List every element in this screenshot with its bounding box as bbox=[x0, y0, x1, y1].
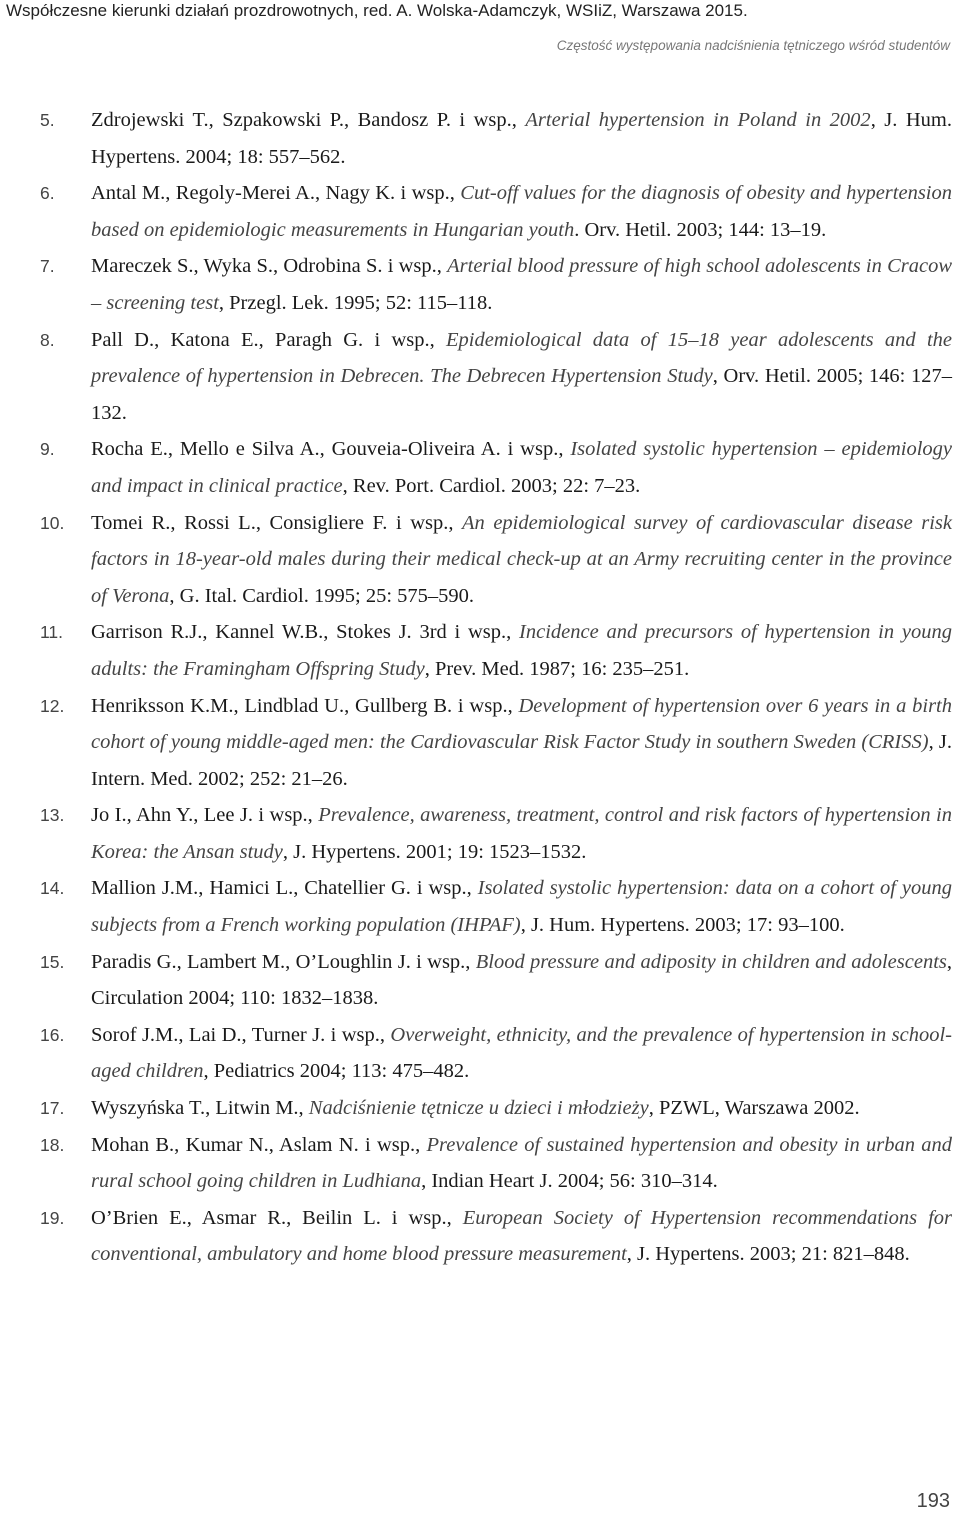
reference-list bbox=[40, 102, 952, 1273]
page-number: 193 bbox=[916, 1490, 950, 1512]
reference-title: Isolated systolic hypertension: data on a cohort of young subjects from a French working population (IHPAF) bbox=[91, 877, 952, 937]
reference-item bbox=[40, 797, 952, 870]
reference-authors: Tomei R., Rossi L., Consigliere F. i wsp., bbox=[91, 511, 463, 534]
reference-number: 11. bbox=[40, 622, 64, 643]
reference-authors: Sorof J.M., Lai D., Turner J. i wsp., bbox=[91, 1023, 391, 1046]
reference-number: 10. bbox=[40, 512, 65, 533]
reference-number: 19. bbox=[40, 1207, 65, 1228]
reference-item bbox=[40, 322, 952, 432]
reference-item bbox=[40, 1017, 952, 1090]
reference-item bbox=[40, 248, 952, 321]
reference-title: Arterial hypertension in Poland in 2002 bbox=[525, 109, 871, 131]
reference-source: , J. Hum. Hypertens. 2004; 18: 557–562. bbox=[91, 109, 952, 168]
reference-source: . Orv. Hetil. 2003; 144: 13–19. bbox=[574, 218, 827, 241]
reference-item bbox=[40, 688, 952, 798]
reference-number: 17. bbox=[40, 1098, 65, 1119]
reference-source: , G. Ital. Cardiol. 1995; 25: 575–590. bbox=[169, 584, 475, 607]
reference-title: Blood pressure and adiposity in children and adolescents bbox=[475, 950, 947, 973]
reference-authors: Paradis G., Lambert M., O’Loughlin J. i wsp., bbox=[91, 950, 476, 973]
reference-number: 8. bbox=[40, 329, 55, 350]
reference-title: Epidemiological data of 15–18 year adolescents and the prevalence of hypertension in Debrecen. The Debrecen Hypertension Study bbox=[91, 328, 952, 388]
reference-source: , Przegl. Lek. 1995; 52: 115–118. bbox=[218, 291, 493, 314]
reference-title: Isolated systolic hypertension – epidemiology and impact in clinical practice bbox=[91, 438, 952, 497]
reference-title: Prevalence of sustained hypertension and obesity in urban and rural school going children in Ludhiana bbox=[91, 1133, 952, 1193]
reference-item bbox=[40, 944, 952, 1017]
reference-source: , J. Hypertens. 2003; 21: 821–848. bbox=[626, 1243, 910, 1266]
reference-source: , Orv. Hetil. 2005; 146: 127–132. bbox=[91, 365, 952, 424]
reference-item bbox=[40, 1200, 952, 1273]
reference-title: Nadciśnienie tętnicze u dzieci i młodzieży bbox=[308, 1097, 649, 1120]
reference-item bbox=[40, 431, 952, 504]
reference-number: 12. bbox=[40, 695, 65, 716]
reference-title: Arterial blood pressure of high school adolescents in Cracow – screening test bbox=[91, 255, 952, 314]
reference-title: Prevalence, awareness, treatment, control and risk factors of hypertension in Korea: the Ansan study bbox=[91, 804, 952, 863]
reference-source: , Rev. Port. Cardiol. 2003; 22: 7–23. bbox=[342, 474, 641, 497]
running-header-title: Współczesne kierunki działań prozdrowotnych, red. A. Wolska-Adamczyk, WSIiZ, Warszawa 2015. bbox=[6, 1, 748, 20]
reference-authors: Pall D., Katona E., Paragh G. i wsp., bbox=[91, 328, 447, 351]
reference-title: Cut-off values for the diagnosis of obesity and hypertension based on epidemiologic measurements in Hungarian youth bbox=[91, 182, 952, 241]
reference-number: 15. bbox=[40, 951, 65, 972]
reference-number: 13. bbox=[40, 805, 65, 826]
reference-source: , Prev. Med. 1987; 16: 235–251. bbox=[424, 657, 690, 680]
reference-source: , Indian Heart J. 2004; 56: 310–314. bbox=[421, 1170, 718, 1193]
reference-title: Development of hypertension over 6 years in a birth cohort of young middle-aged men: the Cardiovascular Risk Factor Study in southern Sweden (CRISS) bbox=[91, 694, 952, 754]
reference-title: An epidemiological survey of cardiovascular disease risk factors in 18-year-old males during their medical check-up at an Army recruiting center in the province of Verona bbox=[91, 511, 952, 607]
reference-number: 14. bbox=[40, 878, 65, 899]
reference-source: , J. Intern. Med. 2002; 252: 21–26. bbox=[91, 731, 952, 790]
reference-authors: Garrison R.J., Kannel W.B., Stokes J. 3rd i wsp., bbox=[91, 621, 520, 644]
reference-authors: Henriksson K.M., Lindblad U., Gullberg B. i wsp., bbox=[91, 694, 519, 717]
reference-title: Overweight, ethnicity, and the prevalence of hypertension in school-aged children bbox=[91, 1023, 952, 1083]
reference-number: 6. bbox=[40, 183, 55, 204]
reference-number: 7. bbox=[40, 256, 55, 277]
reference-item bbox=[40, 870, 952, 943]
reference-item bbox=[40, 505, 952, 615]
reference-item bbox=[40, 102, 952, 175]
reference-number: 5. bbox=[40, 110, 55, 130]
reference-authors: Jo I., Ahn Y., Lee J. i wsp., bbox=[91, 804, 319, 827]
reference-authors: Wyszyńska T., Litwin M., bbox=[91, 1097, 309, 1120]
reference-authors: Rocha E., Mello e Silva A., Gouveia-Oliveira A. i wsp., bbox=[91, 438, 571, 461]
reference-source: , J. Hypertens. 2001; 19: 1523–1532. bbox=[282, 840, 587, 863]
reference-source: , Pediatrics 2004; 113: 475–482. bbox=[203, 1060, 470, 1083]
reference-title: Incidence and precursors of hypertension in young adults: the Framingham Offspring Study bbox=[91, 621, 952, 680]
reference-number: 16. bbox=[40, 1024, 65, 1045]
reference-item bbox=[40, 1127, 952, 1200]
reference-authors: Zdrojewski T., Szpakowski P., Bandosz P. i wsp., bbox=[91, 109, 526, 131]
reference-title: European Society of Hypertension recommendations for conventional, ambulatory and home blood pressure measurement bbox=[91, 1206, 952, 1266]
running-header-subtitle: Częstość występowania nadciśnienia tętniczego wśród studentów bbox=[556, 38, 950, 53]
reference-number: 9. bbox=[40, 439, 55, 460]
reference-authors: O’Brien E., Asmar R., Beilin L. i wsp., bbox=[91, 1206, 463, 1229]
reference-item bbox=[40, 614, 952, 687]
reference-item bbox=[40, 1090, 952, 1127]
reference-number: 18. bbox=[40, 1134, 65, 1155]
reference-authors: Mohan B., Kumar N., Aslam N. i wsp., bbox=[91, 1133, 427, 1156]
reference-source: , J. Hum. Hypertens. 2003; 17: 93–100. bbox=[520, 914, 845, 937]
reference-source: , Circulation 2004; 110: 1832–1838. bbox=[91, 950, 952, 1010]
reference-source: , PZWL, Warszawa 2002. bbox=[648, 1097, 860, 1120]
reference-authors: Mareczek S., Wyka S., Odrobina S. i wsp., bbox=[91, 255, 448, 278]
reference-authors: Mallion J.M., Hamici L., Chatellier G. i wsp., bbox=[91, 877, 478, 900]
reference-item bbox=[40, 175, 952, 248]
reference-authors: Antal M., Regoly-Merei A., Nagy K. i wsp., bbox=[91, 182, 461, 205]
